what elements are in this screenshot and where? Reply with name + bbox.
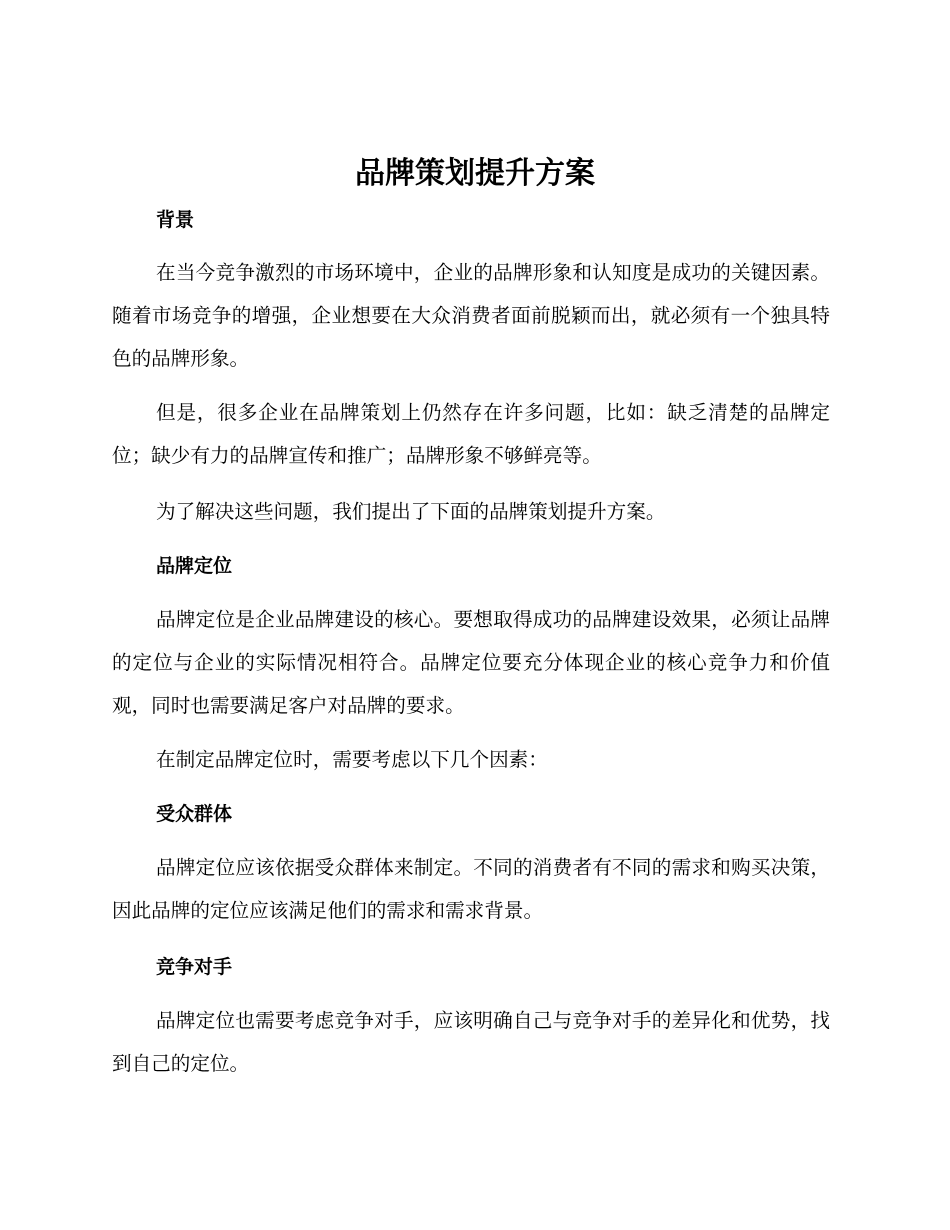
- paragraph: 但是，很多企业在品牌策划上仍然存在许多问题，比如：缺乏清楚的品牌定位；缺少有力的品牌宣传和推广；品牌形象不够鲜亮等。: [112, 401, 830, 467]
- paragraph: 为了解决这些问题，我们提出了下面的品牌策划提升方案。: [156, 500, 666, 523]
- paragraph: 在当今竞争激烈的市场环境中，企业的品牌形象和认知度是成功的关键因素。随着市场竞争的增强，企业想要在大众消费者面前脱颖而出，就必须有一个独具特色的品牌形象。: [112, 261, 830, 370]
- section-heading-competitors: 竞争对手: [156, 956, 233, 978]
- section-heading-brand-positioning: 品牌定位: [156, 555, 233, 577]
- paragraph: 品牌定位是企业品牌建设的核心。要想取得成功的品牌建设效果，必须让品牌的定位与企业的实际情况相符合。品牌定位要充分体现企业的核心竞争力和价值观，同时也需要满足客户对品牌的要求。: [112, 608, 830, 717]
- paragraph: 在制定品牌定位时，需要考虑以下几个因素：: [156, 748, 548, 771]
- paragraph: 品牌定位应该依据受众群体来制定。不同的消费者有不同的需求和购买决策，因此品牌的定位应该满足他们的需求和需求背景。: [112, 856, 830, 922]
- section-heading-target-audience: 受众群体: [156, 803, 233, 825]
- document-title: 品牌策划提升方案: [355, 156, 595, 191]
- paragraph: 品牌定位也需要考虑竞争对手，应该明确自己与竞争对手的差异化和优势，找到自己的定位。: [112, 1009, 830, 1075]
- section-heading-background: 背景: [156, 209, 195, 231]
